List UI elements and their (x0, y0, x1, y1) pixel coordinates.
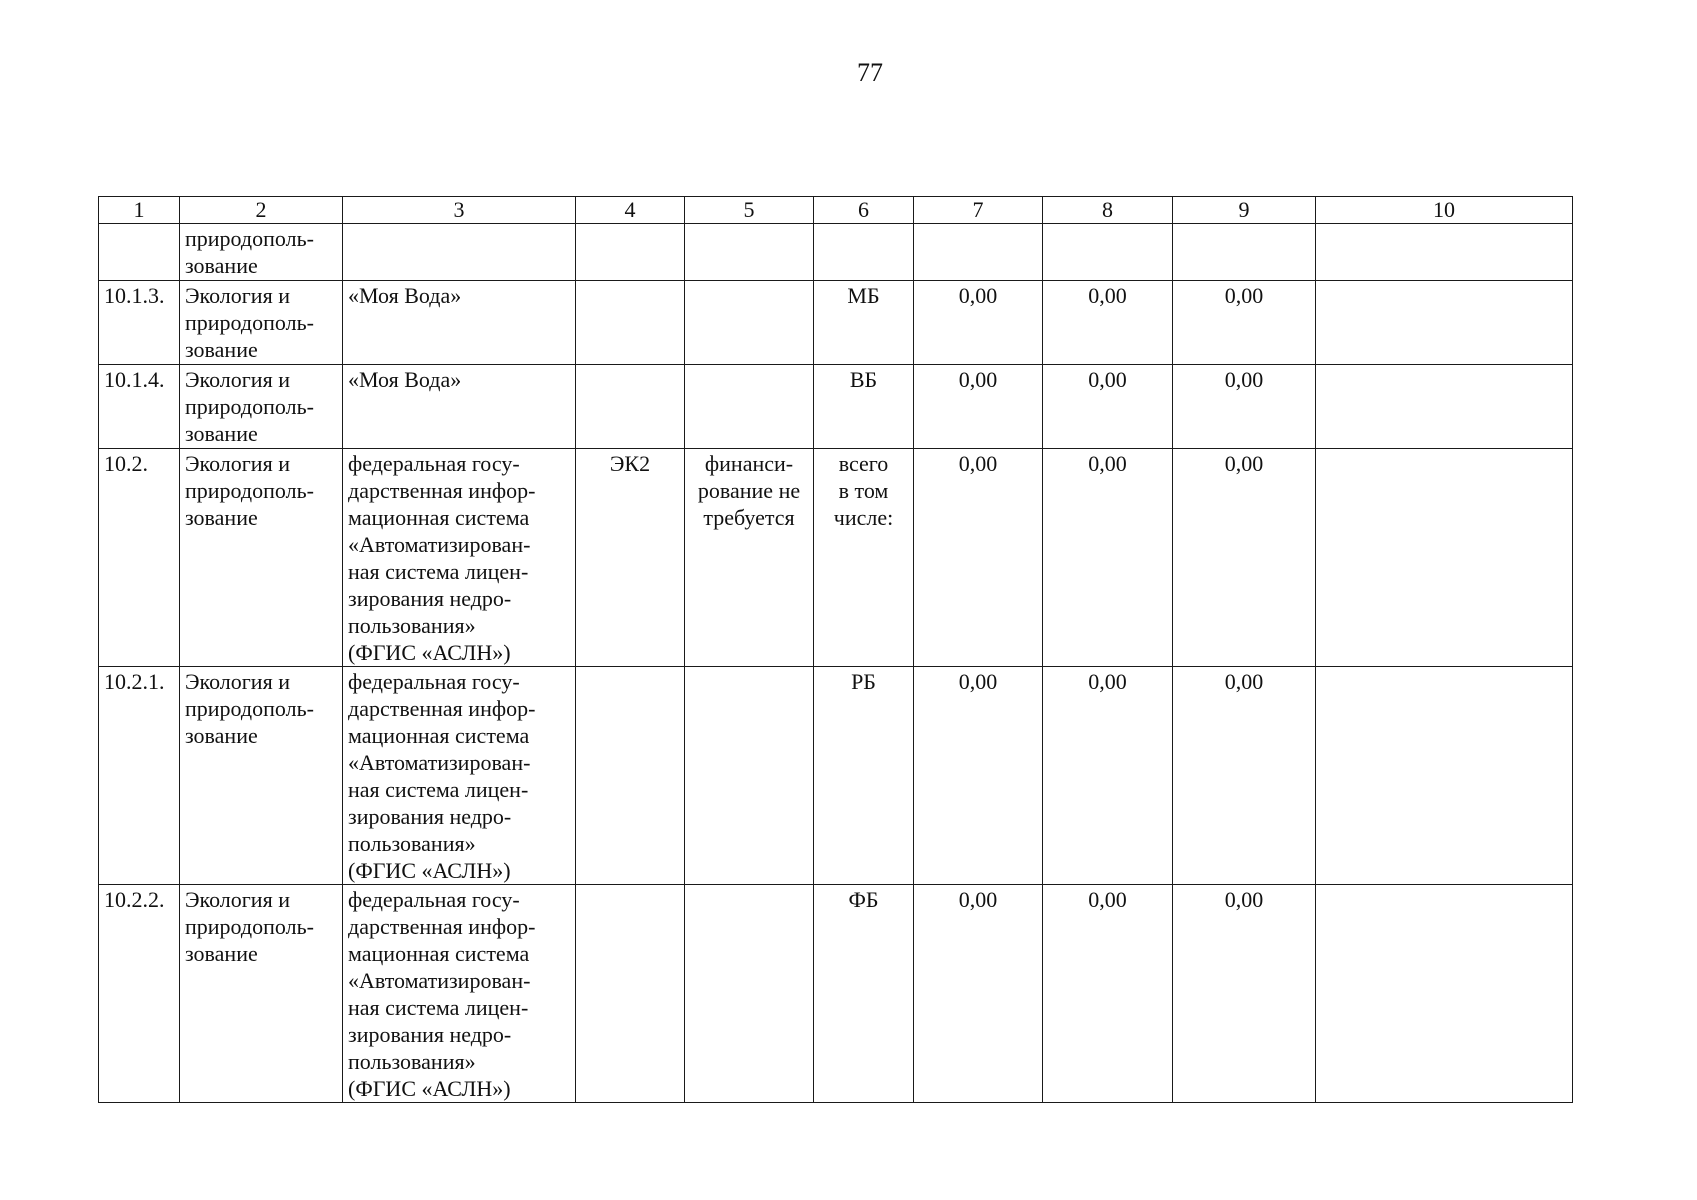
system-name-cell (343, 885, 576, 1103)
amount-cell-year-1: 0,00 (914, 667, 1043, 885)
cell-text-line: природополь- (185, 394, 314, 419)
system-name-cell (343, 281, 576, 365)
financing-note-cell (685, 281, 814, 365)
cell-text-line: ная система лицен- (348, 995, 529, 1020)
financing-note-cell (685, 667, 814, 885)
header-cell: 6 (814, 197, 914, 224)
cell-text-line: ВБ (849, 367, 878, 392)
cell-text-line: ФБ (848, 887, 879, 912)
notes-cell (1316, 449, 1573, 667)
system-name-cell (343, 449, 576, 667)
notes-cell (1316, 281, 1573, 365)
cell-text-line: дарственная инфор- (348, 914, 536, 939)
cell-text-line: зование (185, 941, 258, 966)
amount-cell-year-2: 0,00 (1043, 449, 1173, 667)
amount-cell-year-2: 0,00 (1043, 667, 1173, 885)
amount-cell-year-3: 0,00 (1173, 885, 1316, 1103)
cell-text-line: природополь- (185, 696, 314, 721)
cell-text-line: (ФГИС «АСЛН») (348, 858, 511, 883)
amount-cell-year-3: 0,00 (1173, 365, 1316, 449)
cell-text-line: зирования недро- (348, 586, 512, 611)
code-cell (576, 667, 685, 885)
notes-cell (1316, 365, 1573, 449)
header-cell: 2 (180, 197, 343, 224)
cell-text-line: в том (838, 478, 889, 503)
system-name-cell (343, 667, 576, 885)
notes-cell (1316, 224, 1573, 281)
cell-text-line: рование не (697, 478, 801, 503)
table-row (99, 365, 1573, 449)
cell-text-line: зование (185, 421, 258, 446)
cell-text-line: мационная система (348, 505, 530, 530)
financing-note-cell (685, 449, 814, 667)
cell-text-line: МБ (847, 283, 880, 308)
cell-text-line: природополь- (185, 478, 314, 503)
cell-text-line: (ФГИС «АСЛН») (348, 1076, 511, 1101)
header-cell: 4 (576, 197, 685, 224)
data-table (98, 196, 1573, 1103)
table-row (99, 224, 1573, 281)
cell-text-line: зование (185, 337, 258, 362)
financing-note-cell (685, 365, 814, 449)
cell-text-line: зирования недро- (348, 1022, 512, 1047)
budget-source-cell (814, 885, 914, 1103)
sphere-cell (180, 224, 343, 281)
row-number-cell: 10.2. (99, 449, 180, 667)
amount-cell-year-2: 0,00 (1043, 885, 1173, 1103)
row-number-cell (99, 224, 180, 281)
cell-text-line: федеральная госу- (348, 887, 520, 912)
code-cell (576, 365, 685, 449)
financing-note-cell (685, 224, 814, 281)
amount-cell-year-2: 0,00 (1043, 281, 1173, 365)
cell-text-line: природополь- (185, 226, 314, 251)
cell-text-line: ная система лицен- (348, 777, 529, 802)
cell-text-line: «Автоматизирован- (348, 532, 531, 557)
cell-text-line: дарственная инфор- (348, 696, 536, 721)
cell-text-line: всего (838, 451, 889, 476)
table-row (99, 885, 1573, 1103)
budget-source-cell (814, 449, 914, 667)
sphere-cell (180, 667, 343, 885)
table-row (99, 281, 1573, 365)
table-body (99, 224, 1573, 1103)
notes-cell (1316, 885, 1573, 1103)
budget-source-cell (814, 224, 914, 281)
cell-text-line: числе: (833, 505, 894, 530)
code-cell: ЭК2 (576, 449, 685, 667)
row-number-cell: 10.1.4. (99, 365, 180, 449)
cell-text-line: «Моя Вода» (348, 283, 462, 308)
row-number-cell: 10.2.1. (99, 667, 180, 885)
row-number-cell: 10.1.3. (99, 281, 180, 365)
amount-cell-year-3: 0,00 (1173, 449, 1316, 667)
code-cell (576, 281, 685, 365)
system-name-cell (343, 365, 576, 449)
cell-text-line: пользования» (348, 831, 476, 856)
cell-text-line: природополь- (185, 914, 314, 939)
header-cell: 5 (685, 197, 814, 224)
financing-note-cell (685, 885, 814, 1103)
code-cell (576, 224, 685, 281)
budget-source-cell (814, 667, 914, 885)
cell-text-line: требуется (703, 505, 795, 530)
cell-text-line: дарственная инфор- (348, 478, 536, 503)
cell-text-line: зование (185, 505, 258, 530)
cell-text-line: мационная система (348, 941, 530, 966)
amount-cell-year-1: 0,00 (914, 885, 1043, 1103)
amount-cell-year-1: 0,00 (914, 281, 1043, 365)
cell-text-line: зование (185, 253, 258, 278)
cell-text-line: федеральная госу- (348, 669, 520, 694)
cell-text-line: «Моя Вода» (348, 367, 462, 392)
cell-text-line: ная система лицен- (348, 559, 529, 584)
sphere-cell (180, 885, 343, 1103)
notes-cell (1316, 667, 1573, 885)
budget-source-cell (814, 365, 914, 449)
amount-cell-year-2 (1043, 224, 1173, 281)
amount-cell-year-3: 0,00 (1173, 281, 1316, 365)
cell-text-line: пользования» (348, 613, 476, 638)
header-cell: 10 (1316, 197, 1573, 224)
cell-text-line: зование (185, 723, 258, 748)
cell-text-line: Экология и (185, 283, 290, 308)
page-number: 77 (857, 58, 883, 87)
cell-text-line: мационная система (348, 723, 530, 748)
header-cell: 3 (343, 197, 576, 224)
header-cell: 8 (1043, 197, 1173, 224)
sphere-cell (180, 281, 343, 365)
amount-cell-year-2: 0,00 (1043, 365, 1173, 449)
amount-cell-year-3 (1173, 224, 1316, 281)
cell-text-line: пользования» (348, 1049, 476, 1074)
cell-text-line: Экология и (185, 451, 290, 476)
cell-text-line: Экология и (185, 887, 290, 912)
header-cell: 7 (914, 197, 1043, 224)
budget-source-cell (814, 281, 914, 365)
table-row (99, 449, 1573, 667)
cell-text-line: финанси- (704, 451, 794, 476)
cell-text-line: Экология и (185, 367, 290, 392)
amount-cell-year-1 (914, 224, 1043, 281)
amount-cell-year-1: 0,00 (914, 365, 1043, 449)
header-cell: 9 (1173, 197, 1316, 224)
sphere-cell (180, 449, 343, 667)
header-cell: 1 (99, 197, 180, 224)
cell-text-line: «Автоматизирован- (348, 750, 531, 775)
amount-cell-year-3: 0,00 (1173, 667, 1316, 885)
table-row (99, 667, 1573, 885)
table-header-row (99, 197, 1573, 224)
cell-text-line: федеральная госу- (348, 451, 520, 476)
cell-text-line: РБ (851, 669, 876, 694)
cell-text-line: природополь- (185, 310, 314, 335)
sphere-cell (180, 365, 343, 449)
cell-text-line: (ФГИС «АСЛН») (348, 640, 511, 665)
code-cell (576, 885, 685, 1103)
cell-text-line: Экология и (185, 669, 290, 694)
cell-text-line: «Автоматизирован- (348, 968, 531, 993)
system-name-cell (343, 224, 576, 281)
amount-cell-year-1: 0,00 (914, 449, 1043, 667)
row-number-cell: 10.2.2. (99, 885, 180, 1103)
cell-text-line: зирования недро- (348, 804, 512, 829)
